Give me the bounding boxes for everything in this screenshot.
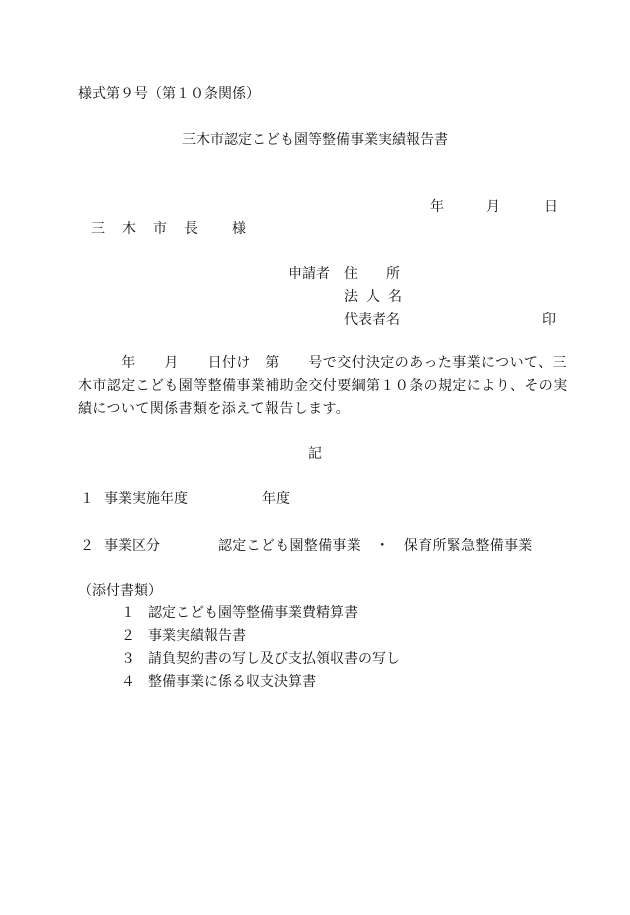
list-item-number: １ [121, 605, 135, 621]
list-item-text: 整備事業に係る収支決算書 [148, 674, 316, 690]
list-item [121, 625, 400, 648]
list-item-text: 請負契約書の写し及び支払領収書の写し [148, 651, 400, 667]
attachments-heading: （添付書類） [78, 583, 162, 599]
list-item-text: 事業実績報告書 [148, 628, 246, 644]
list-item-number: ２ [121, 628, 135, 644]
document-title: 三木市認定こども園等整備事業実績報告書 [182, 132, 448, 148]
corporation-name-label: 法人名 [344, 289, 410, 305]
date-month-label: 月 [486, 199, 500, 215]
list-item-number: ３ [121, 651, 135, 667]
item-number: ２ [80, 538, 94, 554]
representative-label: 代表者名 [344, 312, 400, 328]
form-number: 様式第９号（第１０条関係） [78, 86, 260, 102]
addressee-honorific: 様 [232, 221, 246, 237]
item-label-fiscal-year: 事業実施年度 [104, 491, 188, 507]
attachments-list [121, 602, 400, 694]
date-year-label: 年 [430, 199, 444, 215]
applicant-label: 申請者 [288, 266, 330, 282]
item-label-category: 事業区分 [104, 538, 160, 554]
item-number: １ [80, 491, 94, 507]
item-value-fiscal-year: 年度 [262, 491, 290, 507]
list-item-text: 認定こども園等整備事業費精算書 [148, 605, 358, 621]
list-item [121, 602, 400, 625]
list-item [121, 648, 400, 671]
report-body-text: 年 月 日付け 第 号で交付決定のあった事業について、三木市認定こども園等整備事業補助金交付要綱第１０条の規定により、その実績について関係書類を添えて報告します。 [78, 355, 568, 417]
addressee-name: 三木市長 [91, 221, 215, 237]
seal-mark: 印 [542, 312, 556, 328]
address-label: 住所 [344, 266, 428, 282]
item-value-category: 認定こども園整備事業 ・ 保育所緊急整備事業 [218, 538, 533, 554]
ki-heading: 記 [308, 446, 322, 462]
list-item [121, 671, 400, 694]
date-day-label: 日 [544, 199, 558, 215]
list-item-number: ４ [121, 674, 135, 690]
